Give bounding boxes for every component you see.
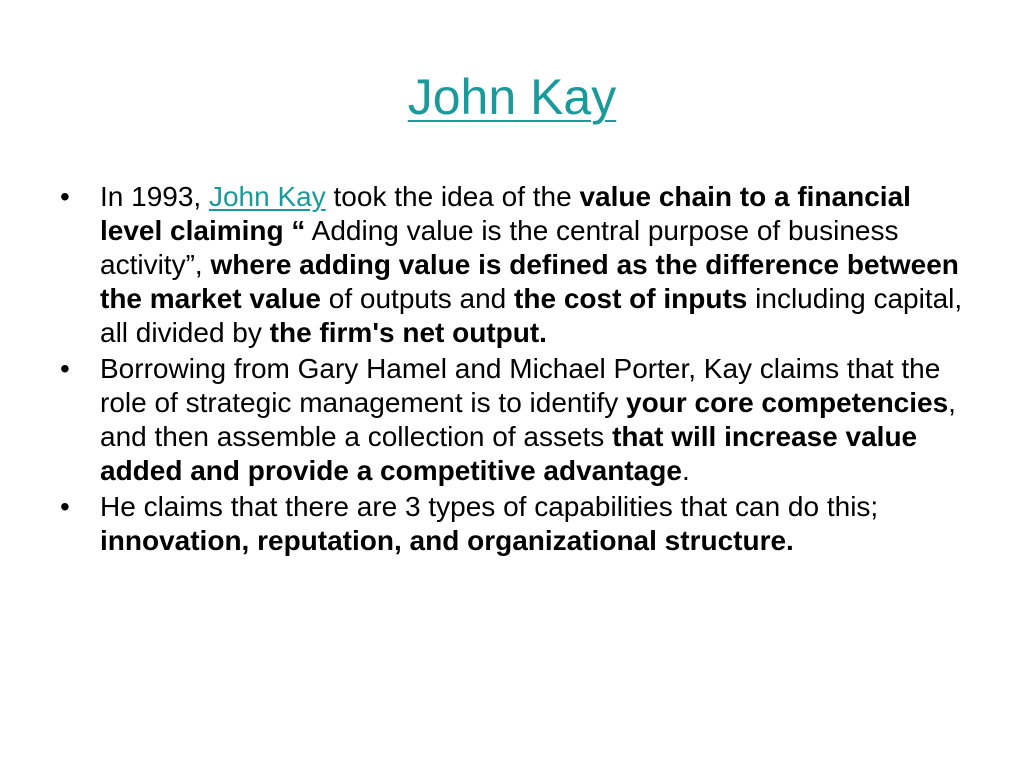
bullet-marker: • (60, 181, 70, 212)
bullet-text: took the idea of the (325, 181, 580, 212)
bullet-text: Adding value is the central purpose of business activity”, (100, 215, 899, 280)
title-container (0, 62, 1024, 132)
bullet-text: , and then assemble a collection of assets (100, 387, 956, 452)
bullet-bold-text: the firm's net output. (269, 317, 547, 348)
bullet-text: He claims that there are 3 types of capabilities that can do this; (100, 491, 879, 522)
bullet-bold-text: value chain to a financial level claiming “ (100, 181, 911, 246)
bullet-text: . (681, 455, 690, 486)
slide-title-link[interactable]: John Kay (407, 69, 617, 125)
bullet-bold-text: the cost of inputs (514, 283, 748, 314)
bullet-bold-text: your core competencies (626, 387, 949, 418)
bullet-list (60, 180, 972, 560)
bullet-item-3 (60, 490, 972, 558)
bullet-bold-text: where adding value is defined as the difference between the market value (100, 249, 959, 314)
bullet-item-2 (60, 352, 972, 488)
bullet-text: of outputs and (321, 283, 515, 314)
bullet-marker: • (60, 491, 70, 522)
john-kay-link[interactable]: John Kay (208, 181, 326, 212)
bullet-text: Borrowing from Gary Hamel and Michael Porter, Kay claims that the role of strategic management is to identify (100, 353, 941, 418)
bullet-marker: • (60, 353, 70, 384)
bullet-item-1 (60, 180, 972, 350)
bullet-text: In 1993, (100, 181, 209, 212)
bullet-bold-text: innovation, reputation, and organizational structure. (100, 525, 794, 556)
bullet-bold-text: that will increase value added and provide a competitive advantage (100, 421, 918, 486)
bullet-text: including capital, all divided by (100, 283, 963, 348)
